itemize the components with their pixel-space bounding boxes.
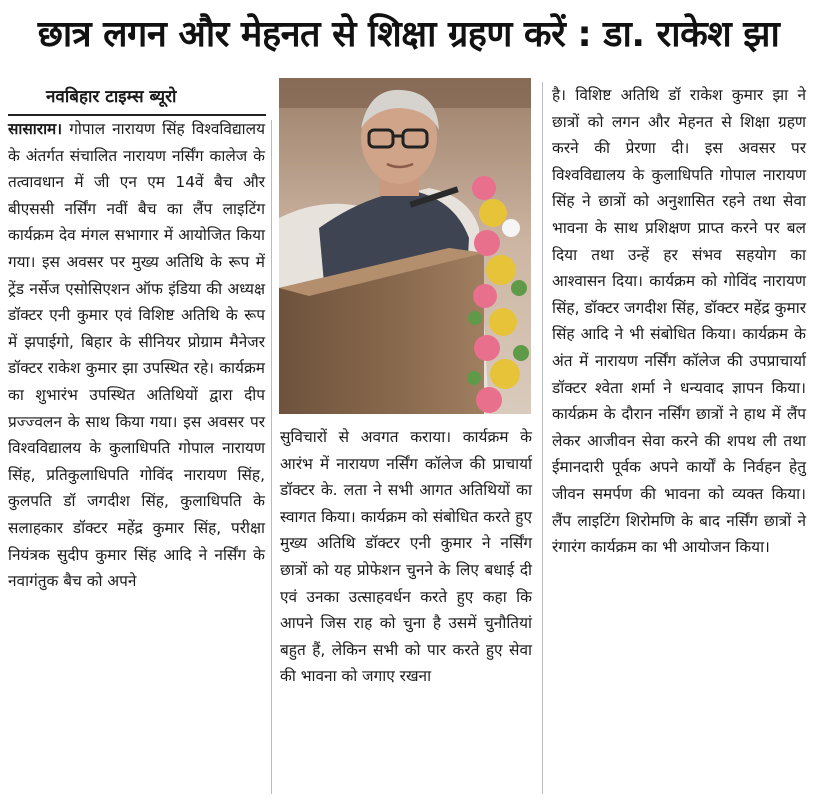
column-1-text: गोपाल नारायण सिंह विश्वविद्यालय के अंतर्गत संचालित नारायण नर्सिंग कालेज के तत्वावधान में जी एन एम 14वें बैच और बीएससी नर्सिंग नवीं बैच का लैंप लाइटिंग कार्यक्रम देव मंगल सभागार में आयोजित किया गया। इस अवसर पर मुख्य अतिथि के रूप में ट्रेंड नर्सेज एसोसिएशन ऑफ इंडिया की अध्यक्ष डॉक्टर एनी कुमार एवं विशिष्ट अतिथि के रूप में झपाईगो, बिहार के सीनियर प्रोग्राम मैनेजर डॉक्टर राकेश कुमार झा उपस्थित रहे। कार्यक्रम का शुभारंभ उपस्थित अतिथियों द्वारा दीप प्रज्ज्वलन के साथ किया गया। इस अवसर पर विश्वविद्यालय के कुलाधिपति गोपाल नारायण सिंह, प्रतिकुलाधिपति गोविंद नारायण सिंह, कुलपति डॉ जगदीश सिंह, कुलाधिपति के सलाहकार डॉक्टर महेंद्र कुमार सिंह, परीक्षा नियंत्रक सुदीप कुमार सिंह आदि ने नर्सिंग के नवागंतुक बैच को अपने <box>8 120 265 591</box>
column-divider-left <box>271 120 272 794</box>
headline: छात्र लगन और मेहनत से शिक्षा ग्रहण करें : डा. राकेश झा <box>37 14 780 55</box>
column-3-paragraph: है। विशिष्ट अतिथि डॉ राकेश कुमार झा ने छात्रों को लगन और मेहनत से शिक्षा ग्रहण करने की प्रेरणा दी। इस अवसर पर विश्वविद्यालय के कुलाधिपति गोपाल नारायण सिंह ने छात्रों को अनुशासित रहने तथा सेवा भावना के साथ प्रशिक्षण प्राप्त करने पर बल दिया तथा उन्हें हर संभव सहयोग का आश्वासन दिया। कार्यक्रम को गोविंद नारायण सिंह, डॉक्टर जगदीश सिंह, डॉक्टर महेंद्र कुमार सिंह आदि ने भी संबोधित किया। कार्यक्रम के अंत में नारायण नर्सिंग कॉलेज की उपप्राचार्या डॉक्टर श्वेता शर्मा ने धन्यवाद ज्ञापन किया। कार्यक्रम के दौरान नर्सिंग छात्रों ने हाथ में लैंप लेकर आजीवन सेवा करने की शपथ ली तथा ईमानदारी पूर्वक अपने कार्यों के निर्वहन हेतु जीवन समर्पण की भावना को व्यक्त किया। लैंप लाइटिंग शिरोमणि के बाद नर्सिंग छात्रों ने रंगारंग कार्यक्रम का भी आयोजन किया। <box>552 86 806 557</box>
byline-text: नवबिहार टाइम्स ब्यूरो <box>46 87 177 107</box>
article-column-1 <box>8 116 265 796</box>
column-divider-right <box>542 82 543 794</box>
speaker-photo <box>279 78 531 414</box>
speaker-photo-illustration <box>279 78 531 414</box>
column-1-paragraph <box>8 116 265 595</box>
column-2-paragraph: सुविचारों से अवगत कराया। कार्यक्रम के आरंभ में नारायण नर्सिंग कॉलेज की प्राचार्या डॉक्टर के. लता ने सभी आगत अतिथियों का स्वागत किया। कार्यक्रम को संबोधित करते हुए मुख्य अतिथि डॉक्टर एनी कुमार ने नर्सिंग छात्रों को यह प्रोफेशन चुनने के लिए बधाई दी एवं उनका उत्साहवर्धन करते हुए कहा कि आपने जिस राह को चुना है उसमें चुनौतियां बहुत हैं, लेकिन सभी को पार करते हुए सेवा की भावना को जगाए रखना <box>280 428 532 686</box>
article-column-2 <box>280 424 532 796</box>
article-column-3 <box>552 82 806 796</box>
byline <box>8 82 266 116</box>
dateline-place: सासाराम। <box>8 120 63 138</box>
